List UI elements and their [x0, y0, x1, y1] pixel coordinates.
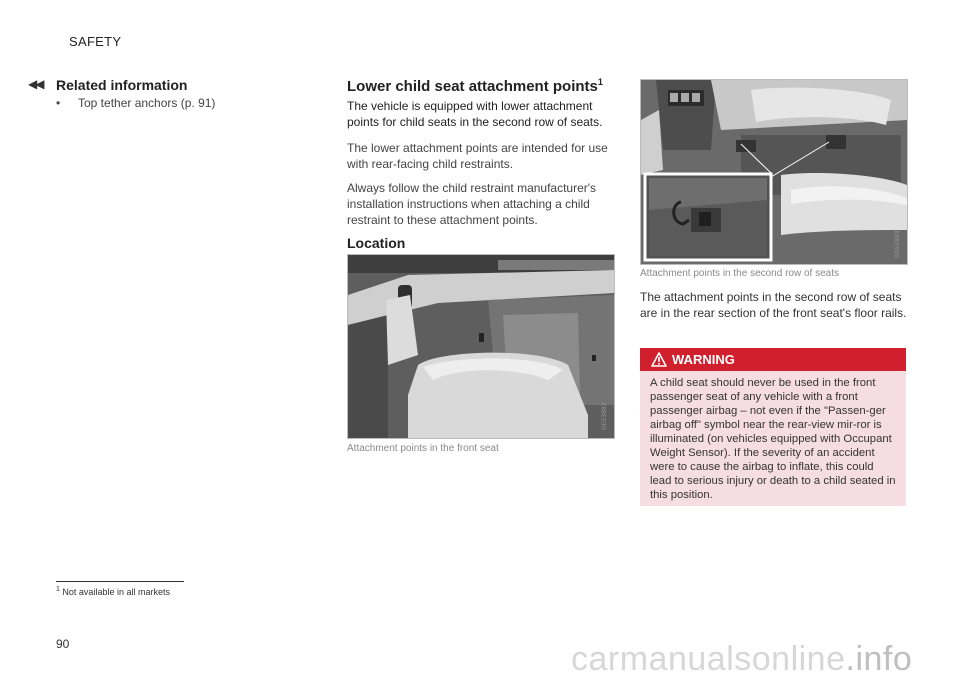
watermark-right: .info [845, 640, 913, 678]
related-link-text: Top tether anchors (p. 91) [78, 96, 216, 110]
front-seat-illustration [348, 255, 614, 438]
rear-location-paragraph: The attachment points in the second row of seats are in the rear section of the front seat's floor rails. [640, 290, 907, 320]
related-link-top-tether[interactable] [56, 96, 215, 110]
front-figure-code: G053882 [601, 402, 608, 430]
rear-seat-figure [640, 79, 908, 265]
rear-figure-caption: Attachment points in the second row of seats [640, 268, 839, 279]
footnote-ref[interactable]: 1 [597, 77, 603, 87]
warning-box [640, 348, 906, 506]
front-seat-figure [347, 254, 615, 439]
bullet-icon: • [56, 96, 61, 110]
rear-facing-paragraph: The lower attachment points are intended for use with rear-facing child restraints. [347, 141, 608, 171]
rear-seat-illustration [641, 80, 907, 264]
watermark-left: carmanualsonline [571, 640, 846, 678]
warning-header [640, 348, 906, 371]
manufacturer-instructions-paragraph: Always follow the child restraint manufacturer's installation instructions when attaching a child restraint to these attachment points. [347, 181, 597, 227]
footnote-mark: 1 [56, 586, 60, 593]
article-title-text: Lower child seat attachment points [347, 78, 598, 95]
warning-title: WARNING [672, 352, 735, 367]
warning-text: A child seat should never be used in the front passenger seat of any vehicle with a front passenger airbag – not even if the "Passen-ger airbag off" symbol near the rear-view mir-ror is illuminated (on vehicles equipped with Occupant Weight Sensor). If the severity of an accident were to cause the airbag to inflate, this could lead to serious injury or death to a child seated in this position. [650, 377, 896, 501]
section-label: SAFETY [69, 34, 122, 49]
footnote-divider [56, 581, 184, 582]
rear-figure-code: G053883 [894, 230, 901, 258]
intro-paragraph: The vehicle is equipped with lower attachment points for child seats in the second row of seats. [347, 99, 603, 129]
watermark [571, 640, 912, 679]
warning-triangle-icon [651, 352, 667, 367]
footnote [56, 586, 170, 597]
front-figure-caption: Attachment points in the front seat [347, 443, 499, 454]
location-heading: Location [347, 235, 406, 251]
article-title [347, 77, 603, 95]
page-number: 90 [56, 637, 70, 651]
footnote-text: Not available in all markets [62, 587, 170, 597]
back-chevron-icon[interactable]: ◀◀ [28, 77, 43, 91]
related-info-heading: Related information [56, 77, 188, 93]
